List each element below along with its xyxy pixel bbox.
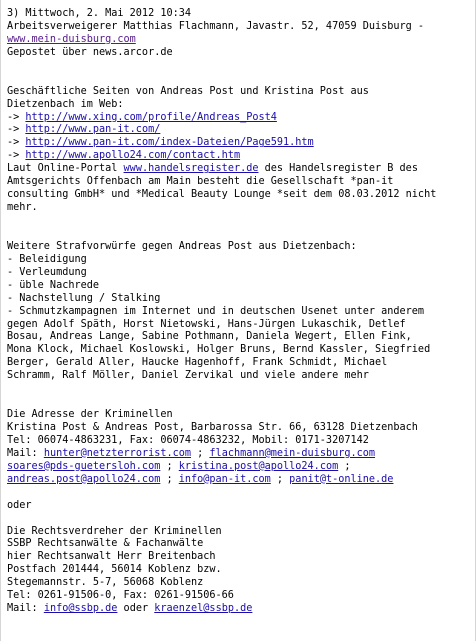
lawyers-name: hier Rechtsanwalt Herr Breitenbach: [7, 551, 216, 563]
registry-line: [7, 176, 475, 189]
email-link[interactable]: soares@pds-guetersloh.com: [7, 460, 161, 472]
lawyers-street-line: [7, 577, 475, 590]
email-link[interactable]: kraenzel@ssbp.de: [154, 603, 253, 615]
address-mail-line: [7, 461, 475, 474]
accusation-text: - üble Nachrede: [7, 279, 100, 291]
lawyers-street: Stegemannstr. 5-7, 56068 Koblenz: [7, 577, 204, 589]
accusation-item: [7, 267, 475, 280]
business-intro-text: Dietzenbach im Web:: [7, 98, 124, 110]
author-site-link[interactable]: www.mein-duisburg.com: [7, 33, 136, 45]
accusation-continuation: [7, 357, 475, 370]
accusation-continuation-text: Mona Klock, Michael Koslowski, Holger Bruns, Bernd Kassler, Siegfried: [7, 344, 431, 356]
accusation-text: - Verleumdung: [7, 266, 87, 278]
business-intro-text: Geschäftliche Seiten von Andreas Post und Kristina Post aus: [7, 85, 369, 97]
posted-via-text: Gepostet über news.arcor.de: [7, 46, 173, 58]
address-phone-text: Tel: 06074-4863231, Fax: 06074-4863232, Mobil: 0171-3207142: [7, 434, 369, 446]
address-phone-line: [7, 435, 475, 448]
blank-line: [7, 396, 475, 409]
lawyers-firm-line: [7, 538, 475, 551]
accusation-item: [7, 280, 475, 293]
handelsregister-link[interactable]: www.handelsregister.de: [123, 163, 259, 175]
email-link[interactable]: hunter@netzterrorist.com: [43, 447, 192, 459]
registry-line: [7, 189, 475, 202]
address-line: [7, 422, 475, 435]
email-separator: ;: [160, 460, 179, 472]
author-text: Arbeitsverweigerer Matthias Flachmann, Javastr. 52, 47059 Duisburg -: [7, 20, 425, 32]
email-separator: ;: [338, 460, 357, 472]
address-title: Die Adresse der Kriminellen: [7, 409, 173, 421]
lawyers-mail-line: [7, 603, 475, 616]
accusation-continuation-text: Schramm, Ralf Möller, Daniel Zervikal und viele andere mehr: [7, 370, 369, 382]
address-mail-line: [7, 474, 475, 487]
registry-line: [7, 202, 475, 215]
accusation-text: - Schmutzkampagnen im Internet und in deutschen Usenet unter anderem: [7, 305, 425, 317]
mail-label: Mail:: [7, 447, 44, 459]
accusation-continuation: [7, 331, 475, 344]
or-line: [7, 500, 475, 513]
message-header-line: [7, 8, 475, 21]
blank-line: [7, 513, 475, 526]
accusation-item: [7, 254, 475, 267]
lawyers-phone-line: [7, 590, 475, 603]
date-line: 3) Mittwoch, 2. Mai 2012 10:34: [7, 8, 192, 19]
author-site-line: [7, 34, 475, 47]
lawyers-postbox: Postfach 201444, 56014 Koblenz bzw.: [7, 564, 222, 576]
xing-profile-link[interactable]: http://www.xing.com/profile/Andreas_Post4: [25, 111, 277, 123]
lawyers-title-line: [7, 526, 475, 539]
accusation-continuation-text: Bosau, Andreas Lange, Sabine Pothmann, Daniela Wegert, Ellen Fink,: [7, 331, 412, 343]
accusation-continuation: [7, 370, 475, 383]
accusation-text: - Nachstellung / Stalking: [7, 292, 161, 304]
accusation-continuation-text: gegen Adolf Späth, Horst Nietowski, Hans-Jürgen Lukaschik, Detlef: [7, 318, 406, 330]
accusation-continuation-text: Berger, Gerald Aller, Haucke Hagenhoff, Frank Schmidt, Michael: [7, 357, 388, 369]
address-mail-line: [7, 448, 475, 461]
accusation-text: - Beleidigung: [7, 253, 87, 265]
registry-text: mehr.: [7, 202, 38, 214]
arrow-prefix: ->: [7, 111, 26, 123]
pan-it-page-link[interactable]: http://www.pan-it.com/index-Dateien/Page591.htm: [25, 137, 314, 149]
email-link[interactable]: info@ssbp.de: [43, 603, 118, 615]
posted-via-line: [7, 47, 475, 60]
accusations-title-line: [7, 241, 475, 254]
arrow-prefix: ->: [7, 137, 26, 149]
arrow-prefix: ->: [7, 150, 26, 162]
business-link-line: [7, 124, 475, 137]
email-separator: ;: [270, 473, 290, 485]
arrow-prefix: ->: [7, 124, 26, 136]
lawyers-title: Die Rechtsverdreher der Kriminellen: [7, 525, 222, 537]
email-link[interactable]: flachmann@mein-duisburg.com: [209, 447, 376, 459]
or-text: oder: [7, 499, 32, 511]
email-separator: ;: [191, 447, 210, 459]
registry-suffix: des Handelsregister B des: [258, 163, 418, 175]
pan-it-home-link[interactable]: http://www.pan-it.com/: [25, 124, 161, 136]
blank-line: [7, 73, 475, 86]
lawyers-phone: Tel: 0261-91506-0, Fax: 0261-91506-66: [7, 590, 234, 602]
email-link[interactable]: panit@t-online.de: [289, 473, 394, 485]
email-separator: ;: [160, 473, 179, 485]
accusation-item: [7, 306, 475, 319]
blank-line: [7, 487, 475, 500]
accusation-item: [7, 293, 475, 306]
blank-line: [7, 215, 475, 228]
business-intro-line: [7, 99, 475, 112]
mail-label: Mail:: [7, 603, 44, 615]
registry-line: [7, 163, 475, 176]
lawyers-name-line: [7, 551, 475, 564]
business-link-line: [7, 112, 475, 125]
registry-text: consulting GmbH* und *Medical Beauty Lounge *seit dem 08.03.2012 nicht: [7, 189, 437, 201]
business-link-line: [7, 137, 475, 150]
accusation-continuation: [7, 319, 475, 332]
lawyers-postbox-line: [7, 564, 475, 577]
accusations-title: Weitere Strafvorwürfe gegen Andreas Post aus Dietzenbach:: [7, 240, 357, 252]
business-link-line: [7, 150, 475, 163]
business-intro-line: [7, 86, 475, 99]
registry-prefix: Laut Online-Portal: [7, 163, 124, 175]
email-joiner: oder: [117, 603, 155, 615]
address-title-line: [7, 409, 475, 422]
blank-line: [7, 228, 475, 241]
lawyers-firm: SSBP Rechtsanwälte & Fachanwälte: [7, 538, 204, 550]
accusation-continuation: [7, 344, 475, 357]
address-text: Kristina Post & Andreas Post, Barbarossa Str. 66, 63128 Dietzenbach: [7, 422, 418, 433]
email-link[interactable]: info@pan-it.com: [178, 473, 271, 485]
apollo24-contact-link[interactable]: http://www.apollo24.com/contact.htm: [25, 150, 241, 162]
blank-line: [7, 383, 475, 396]
email-link[interactable]: andreas.post@apollo24.com: [7, 473, 161, 485]
registry-text: Amtsgerichts Offenbach am Main besteht die Gesellschaft *pan-it: [7, 176, 394, 188]
author-line: [7, 21, 475, 34]
email-link[interactable]: kristina.post@apollo24.com: [178, 460, 339, 472]
blank-line: [7, 60, 475, 73]
